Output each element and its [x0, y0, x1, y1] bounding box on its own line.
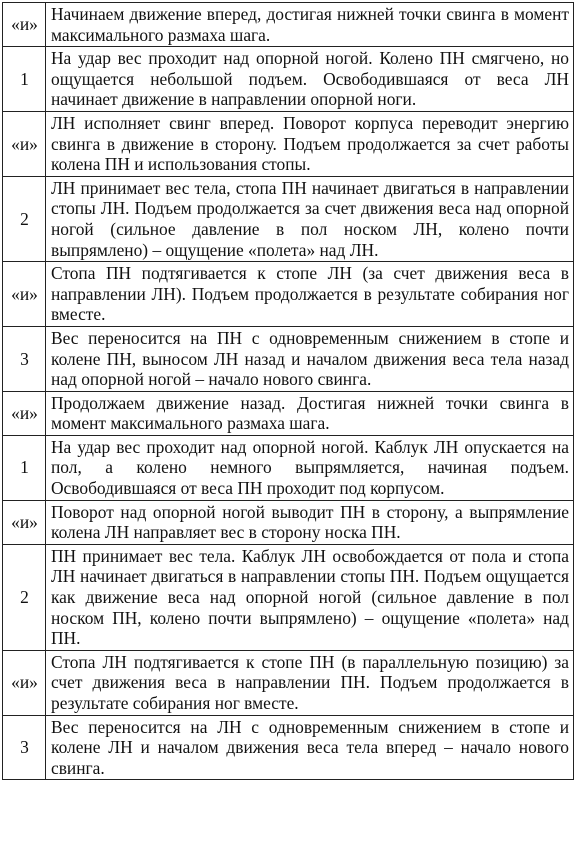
- description-cell: На удар вес проходит над опорной ногой. Колено ПН смягчено, но ощущается небольшой подъем. Освободившаяся от веса ЛН начинает движение в направлении опорной ноги.: [46, 47, 574, 112]
- description-cell: Вес переносится на ЛН с одновременным снижением в стопе и колене ЛН и началом движения веса тела вперед – начало нового свинга.: [46, 715, 574, 780]
- table-row: [3, 391, 574, 435]
- description-cell: Стопа ПН подтягивается к стопе ЛН (за счет движения веса в направлении ЛН). Подъем продолжается в результате собирания ног вместе.: [46, 262, 574, 327]
- count-cell: «и»: [3, 391, 46, 435]
- count-cell: «и»: [3, 111, 46, 176]
- description-cell: Поворот над опорной ногой выводит ПН в сторону, а выпрямление колена ЛН направляет вес в сторону носка ПН.: [46, 500, 574, 544]
- description-cell: Продолжаем движение назад. Достигая нижней точки свинга в момент максимального размаха шага.: [46, 391, 574, 435]
- count-cell: 1: [3, 47, 46, 112]
- description-cell: Вес переносится на ПН с одновременным снижением в стопе и колене ПН, выносом ЛН назад и началом движения веса тела назад над опорной ногой – начало нового свинга.: [46, 326, 574, 391]
- count-cell: «и»: [3, 262, 46, 327]
- description-cell: ЛН исполняет свинг вперед. Поворот корпуса переводит энергию свинга в движение в сторону. Подъем продолжается за счет работы колена ПН и использования стопы.: [46, 111, 574, 176]
- description-cell: ПН принимает вес тела. Каблук ЛН освобождается от пола и стопа ЛН начинает двигаться в направлении стопы ПН. Подъем ощущается как движение веса над опорной ногой (сильное давление в пол носком ПН, колено почти выпрямлено) – ощущение «полета» над ПН.: [46, 544, 574, 650]
- count-cell: 3: [3, 326, 46, 391]
- table-row: [3, 544, 574, 650]
- table-row: [3, 47, 574, 112]
- table-row: [3, 435, 574, 500]
- table-row: [3, 176, 574, 261]
- count-cell: 2: [3, 544, 46, 650]
- description-cell: Начинаем движение вперед, достигая нижней точки свинга в момент максимального размаха шага.: [46, 3, 574, 47]
- table-row: [3, 650, 574, 715]
- table-row: [3, 715, 574, 780]
- description-cell: На удар вес проходит над опорной ногой. Каблук ЛН опускается на пол, а колено немного выпрямляется, начиная подъем. Освободившаяся от веса ПН проходит под корпусом.: [46, 435, 574, 500]
- step-description-table: [2, 2, 574, 780]
- table-row: [3, 111, 574, 176]
- description-cell: ЛН принимает вес тела, стопа ПН начинает двигаться в направлении стопы ЛН. Подъем продолжается за счет движения веса над опорной ногой (сильное давление в пол носком ЛН, колено почти выпрямлено) – ощущение «полета» над ЛН.: [46, 176, 574, 261]
- table-body: [3, 3, 574, 780]
- count-cell: «и»: [3, 650, 46, 715]
- table-row: [3, 326, 574, 391]
- count-cell: 3: [3, 715, 46, 780]
- table-row: [3, 3, 574, 47]
- count-cell: 2: [3, 176, 46, 261]
- table-row: [3, 500, 574, 544]
- table-row: [3, 262, 574, 327]
- count-cell: «и»: [3, 500, 46, 544]
- count-cell: «и»: [3, 3, 46, 47]
- description-cell: Стопа ЛН подтягивается к стопе ПН (в параллельную позицию) за счет движения веса в направлении ПН. Подъем продолжается в результате собирания ног вместе.: [46, 650, 574, 715]
- count-cell: 1: [3, 435, 46, 500]
